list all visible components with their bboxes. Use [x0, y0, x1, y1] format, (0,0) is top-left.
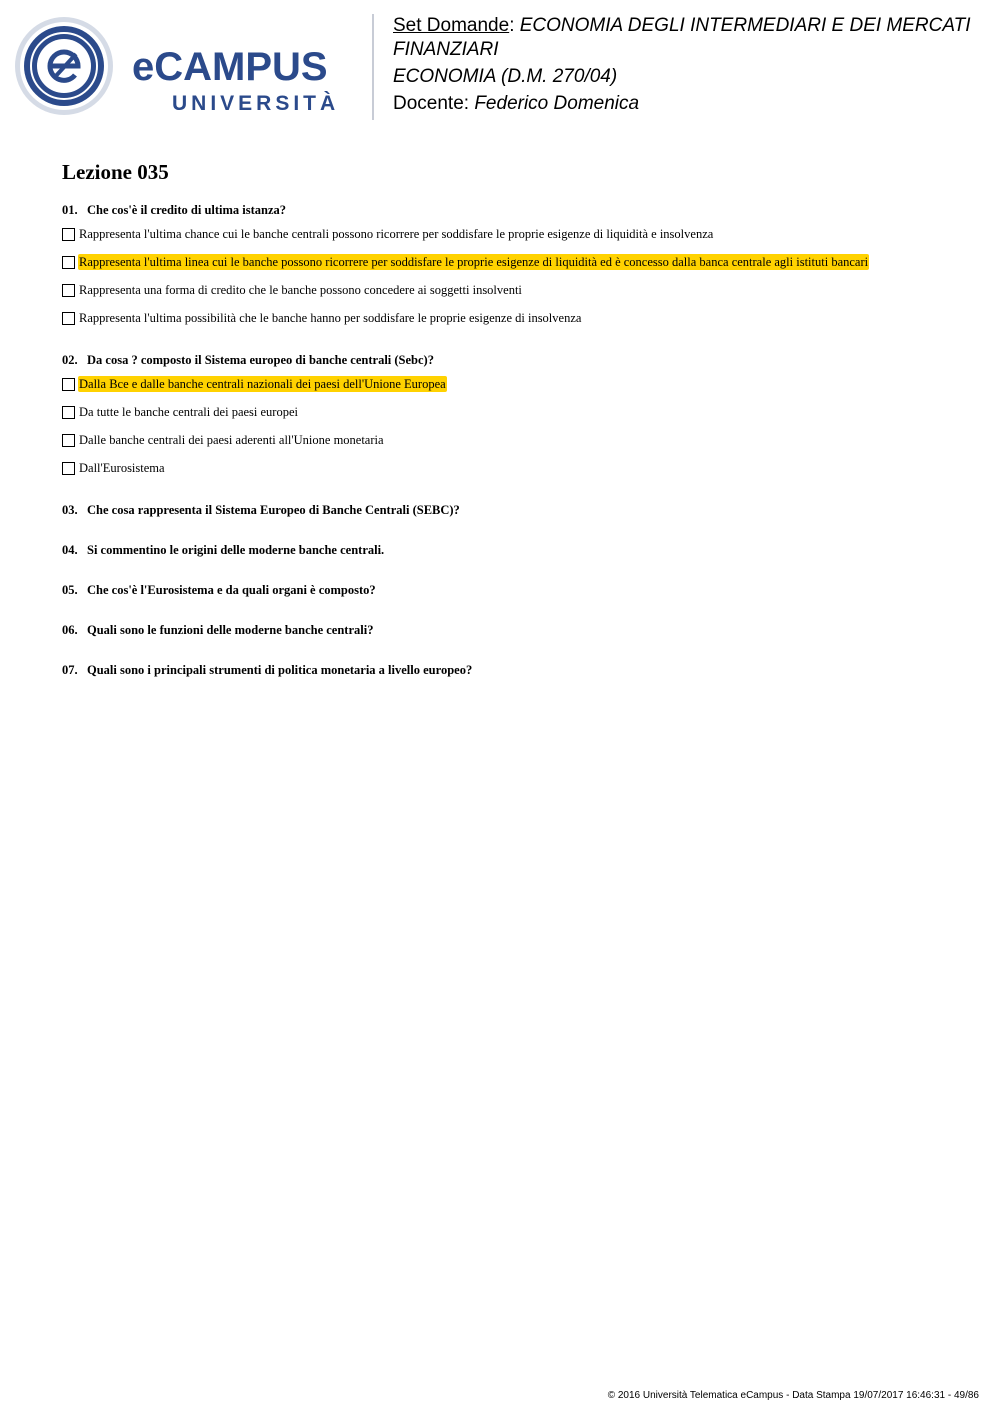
question-number: 01.	[62, 203, 78, 217]
answer-text: Rappresenta l'ultima linea cui le banche possono ricorrere per soddisfare le proprie esigenze di liquidità ed è concesso dalla banca centrale agli istituti bancari	[79, 255, 869, 269]
svg-text:UNIVERSITÀ: UNIVERSITÀ	[172, 92, 340, 112]
answer-checkbox[interactable]	[62, 462, 75, 475]
answer-option[interactable]	[62, 310, 962, 338]
question-text	[62, 202, 962, 218]
answer-text: Dalla Bce e dalle banche centrali nazionali dei paesi dell'Unione Europea	[79, 377, 446, 391]
answer-option[interactable]	[62, 282, 962, 310]
question-block	[62, 622, 962, 638]
answer-text: Da tutte le banche centrali dei paesi europei	[79, 405, 298, 419]
answer-checkbox[interactable]	[62, 378, 75, 391]
answer-text: Dalle banche centrali dei paesi aderenti all'Unione monetaria	[79, 433, 384, 447]
teacher-line	[393, 92, 993, 116]
answer-checkbox[interactable]	[62, 406, 75, 419]
question-text	[62, 582, 962, 598]
answer-text: Rappresenta l'ultima possibilità che le banche hanno per soddisfare le proprie esigenze di insolvenza	[79, 311, 582, 325]
question-label: Che cos'è l'Eurosistema e da quali organi è composto?	[87, 583, 376, 597]
question-number: 05.	[62, 583, 78, 597]
question-text	[62, 542, 962, 558]
question-block	[62, 352, 962, 488]
set-label: Set Domande	[393, 15, 510, 36]
question-number: 04.	[62, 543, 78, 557]
page-footer: © 2016 Università Telematica eCampus - Data Stampa 19/07/2017 16:46:31 - 49/86	[607, 1390, 979, 1401]
question-text	[62, 502, 962, 518]
answer-list	[62, 376, 962, 488]
answer-text: Rappresenta una forma di credito che le banche possono concedere ai soggetti insolventi	[79, 283, 522, 297]
question-label: Si commentino le origini delle moderne banche centrali.	[87, 543, 385, 557]
question-number: 03.	[62, 503, 78, 517]
question-block	[62, 202, 962, 338]
question-list	[62, 202, 962, 702]
question-block	[62, 582, 962, 598]
teacher-name: Federico Domenica	[474, 93, 640, 114]
header-divider	[372, 14, 374, 120]
question-number: 06.	[62, 623, 78, 637]
svg-text:eCAMPUS: eCAMPUS	[132, 45, 328, 89]
question-text	[62, 622, 962, 638]
question-block	[62, 662, 962, 678]
program: ECONOMIA (D.M. 270/04)	[393, 66, 618, 87]
answer-checkbox[interactable]	[62, 284, 75, 297]
teacher-label: Docente:	[393, 93, 470, 114]
answer-checkbox[interactable]	[62, 312, 75, 325]
answer-checkbox[interactable]	[62, 256, 75, 269]
answer-option[interactable]	[62, 404, 962, 432]
question-block	[62, 502, 962, 518]
answer-option[interactable]	[62, 432, 962, 460]
question-label: Che cosa rappresenta il Sistema Europeo di Banche Centrali (SEBC)?	[87, 503, 460, 517]
question-label: Da cosa ? composto il Sistema europeo di banche centrali (Sebc)?	[87, 353, 434, 367]
answer-checkbox[interactable]	[62, 434, 75, 447]
answer-option[interactable]	[62, 226, 962, 254]
lesson-title: Lezione 035	[62, 160, 169, 184]
question-label: Che cos'è il credito di ultima istanza?	[87, 203, 287, 217]
course-title-line	[393, 14, 993, 62]
answer-text: Dall'Eurosistema	[79, 461, 165, 475]
answer-list	[62, 226, 962, 338]
question-label: Quali sono i principali strumenti di politica monetaria a livello europeo?	[87, 663, 473, 677]
ecampus-seal-icon	[14, 16, 114, 116]
ecampus-wordmark	[132, 42, 357, 112]
course-title: ECONOMIA DEGLI INTERMEDIARI E DEI MERCATI FINANZIARI	[393, 15, 971, 60]
question-block	[62, 542, 962, 558]
answer-text: Rappresenta l'ultima chance cui le banche centrali possono ricorrere per soddisfare le proprie esigenze di liquidità e insolvenza	[79, 227, 714, 241]
university-logo	[14, 14, 359, 118]
answer-option-correct[interactable]	[62, 254, 962, 282]
course-header	[393, 14, 993, 119]
question-number: 07.	[62, 663, 78, 677]
answer-option-correct[interactable]	[62, 376, 962, 404]
question-number: 02.	[62, 353, 78, 367]
answer-checkbox[interactable]	[62, 228, 75, 241]
question-text	[62, 352, 962, 368]
question-text	[62, 662, 962, 678]
answer-option[interactable]	[62, 460, 962, 488]
question-label: Quali sono le funzioni delle moderne banche centrali?	[87, 623, 374, 637]
set-separator: :	[509, 15, 515, 36]
